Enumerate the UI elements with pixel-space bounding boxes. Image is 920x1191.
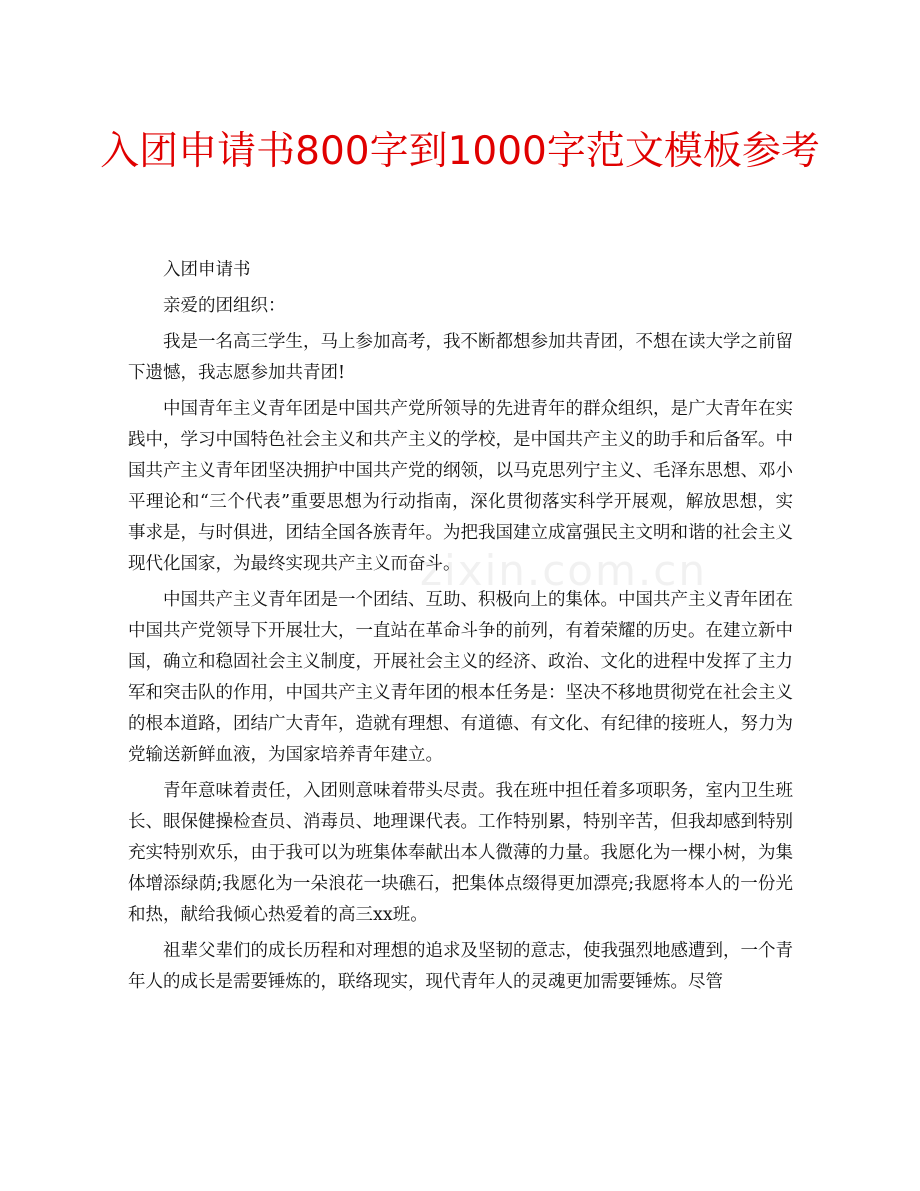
document-title: 入团申请书800字到1000字范文模板参考 bbox=[100, 129, 820, 174]
watermark-text: zixin.com.cn bbox=[420, 546, 707, 595]
body-paragraph: 祖辈父辈们的成长历程和对理想的追求及坚韧的意志，使我强烈地感遭到，一个青年人的成长是需要锤炼的，联络现实，现代青年人的灵魂更加需要锤炼。尽管 bbox=[128, 941, 793, 992]
body-paragraph: 青年意味着责任，入团则意味着带头尽责。我在班中担任着多项职务，室内卫生班长、眼保健操检查员、消毒员、地理课代表。工作特别累，特别辛苦，但我却感到特别充实特别欢乐，由于我可以为班集体奉献出本人微薄的力量。我愿化为一棵小树，为集体增添绿荫;我愿化为一朵浪花一块礁石，把集体点缀得更加漂亮;我愿将本人的一份光和热，献给我倾心热爱着的高三xx班。 bbox=[128, 781, 793, 925]
letter-salutation: 亲爱的团组织： bbox=[163, 296, 286, 316]
document-body bbox=[128, 255, 793, 1003]
letter-heading: 入团申请书 bbox=[163, 260, 251, 280]
body-paragraph: 我是一名高三学生，马上参加高考，我不断都想参加共青团，不想在读大学之前留下遗憾，我志愿参加共青团! bbox=[128, 332, 793, 383]
body-paragraph: 中国青年主义青年团是中国共产党所领导的先进青年的群众组织，是广大青年在实践中，学习中国特色社会主义和共产主义的学校，是中国共产主义的助手和后备军。中国共产主义青年团坚决拥护中国共产党的纲领，以马克思列宁主义、毛泽东思想、邓小平理论和“三个代表”重要思想为行动指南，深化贯彻落实科学开展观，解放思想，实事求是，与时俱进，团结全国各族青年。为把我国建立成富强民主文明和谐的社会主义现代化国家，为最终实现共产主义而奋斗。 bbox=[128, 399, 793, 574]
body-paragraph: 中国共产主义青年团是一个团结、互助、积极向上的集体。中国共产主义青年团在中国共产党领导下开展壮大，一直站在革命斗争的前列，有着荣耀的历史。在建立新中国，确立和稳固社会主义制度，开展社会主义的经济、政治、文化的进程中发挥了主力军和突击队的作用，中国共产主义青年团的根本任务是：坚决不移地贯彻党在社会主义的根本道路，团结广大青年，造就有理想、有道德、有文化、有纪律的接班人，努力为党输送新鲜血液，为国家培养青年建立。 bbox=[128, 590, 793, 765]
